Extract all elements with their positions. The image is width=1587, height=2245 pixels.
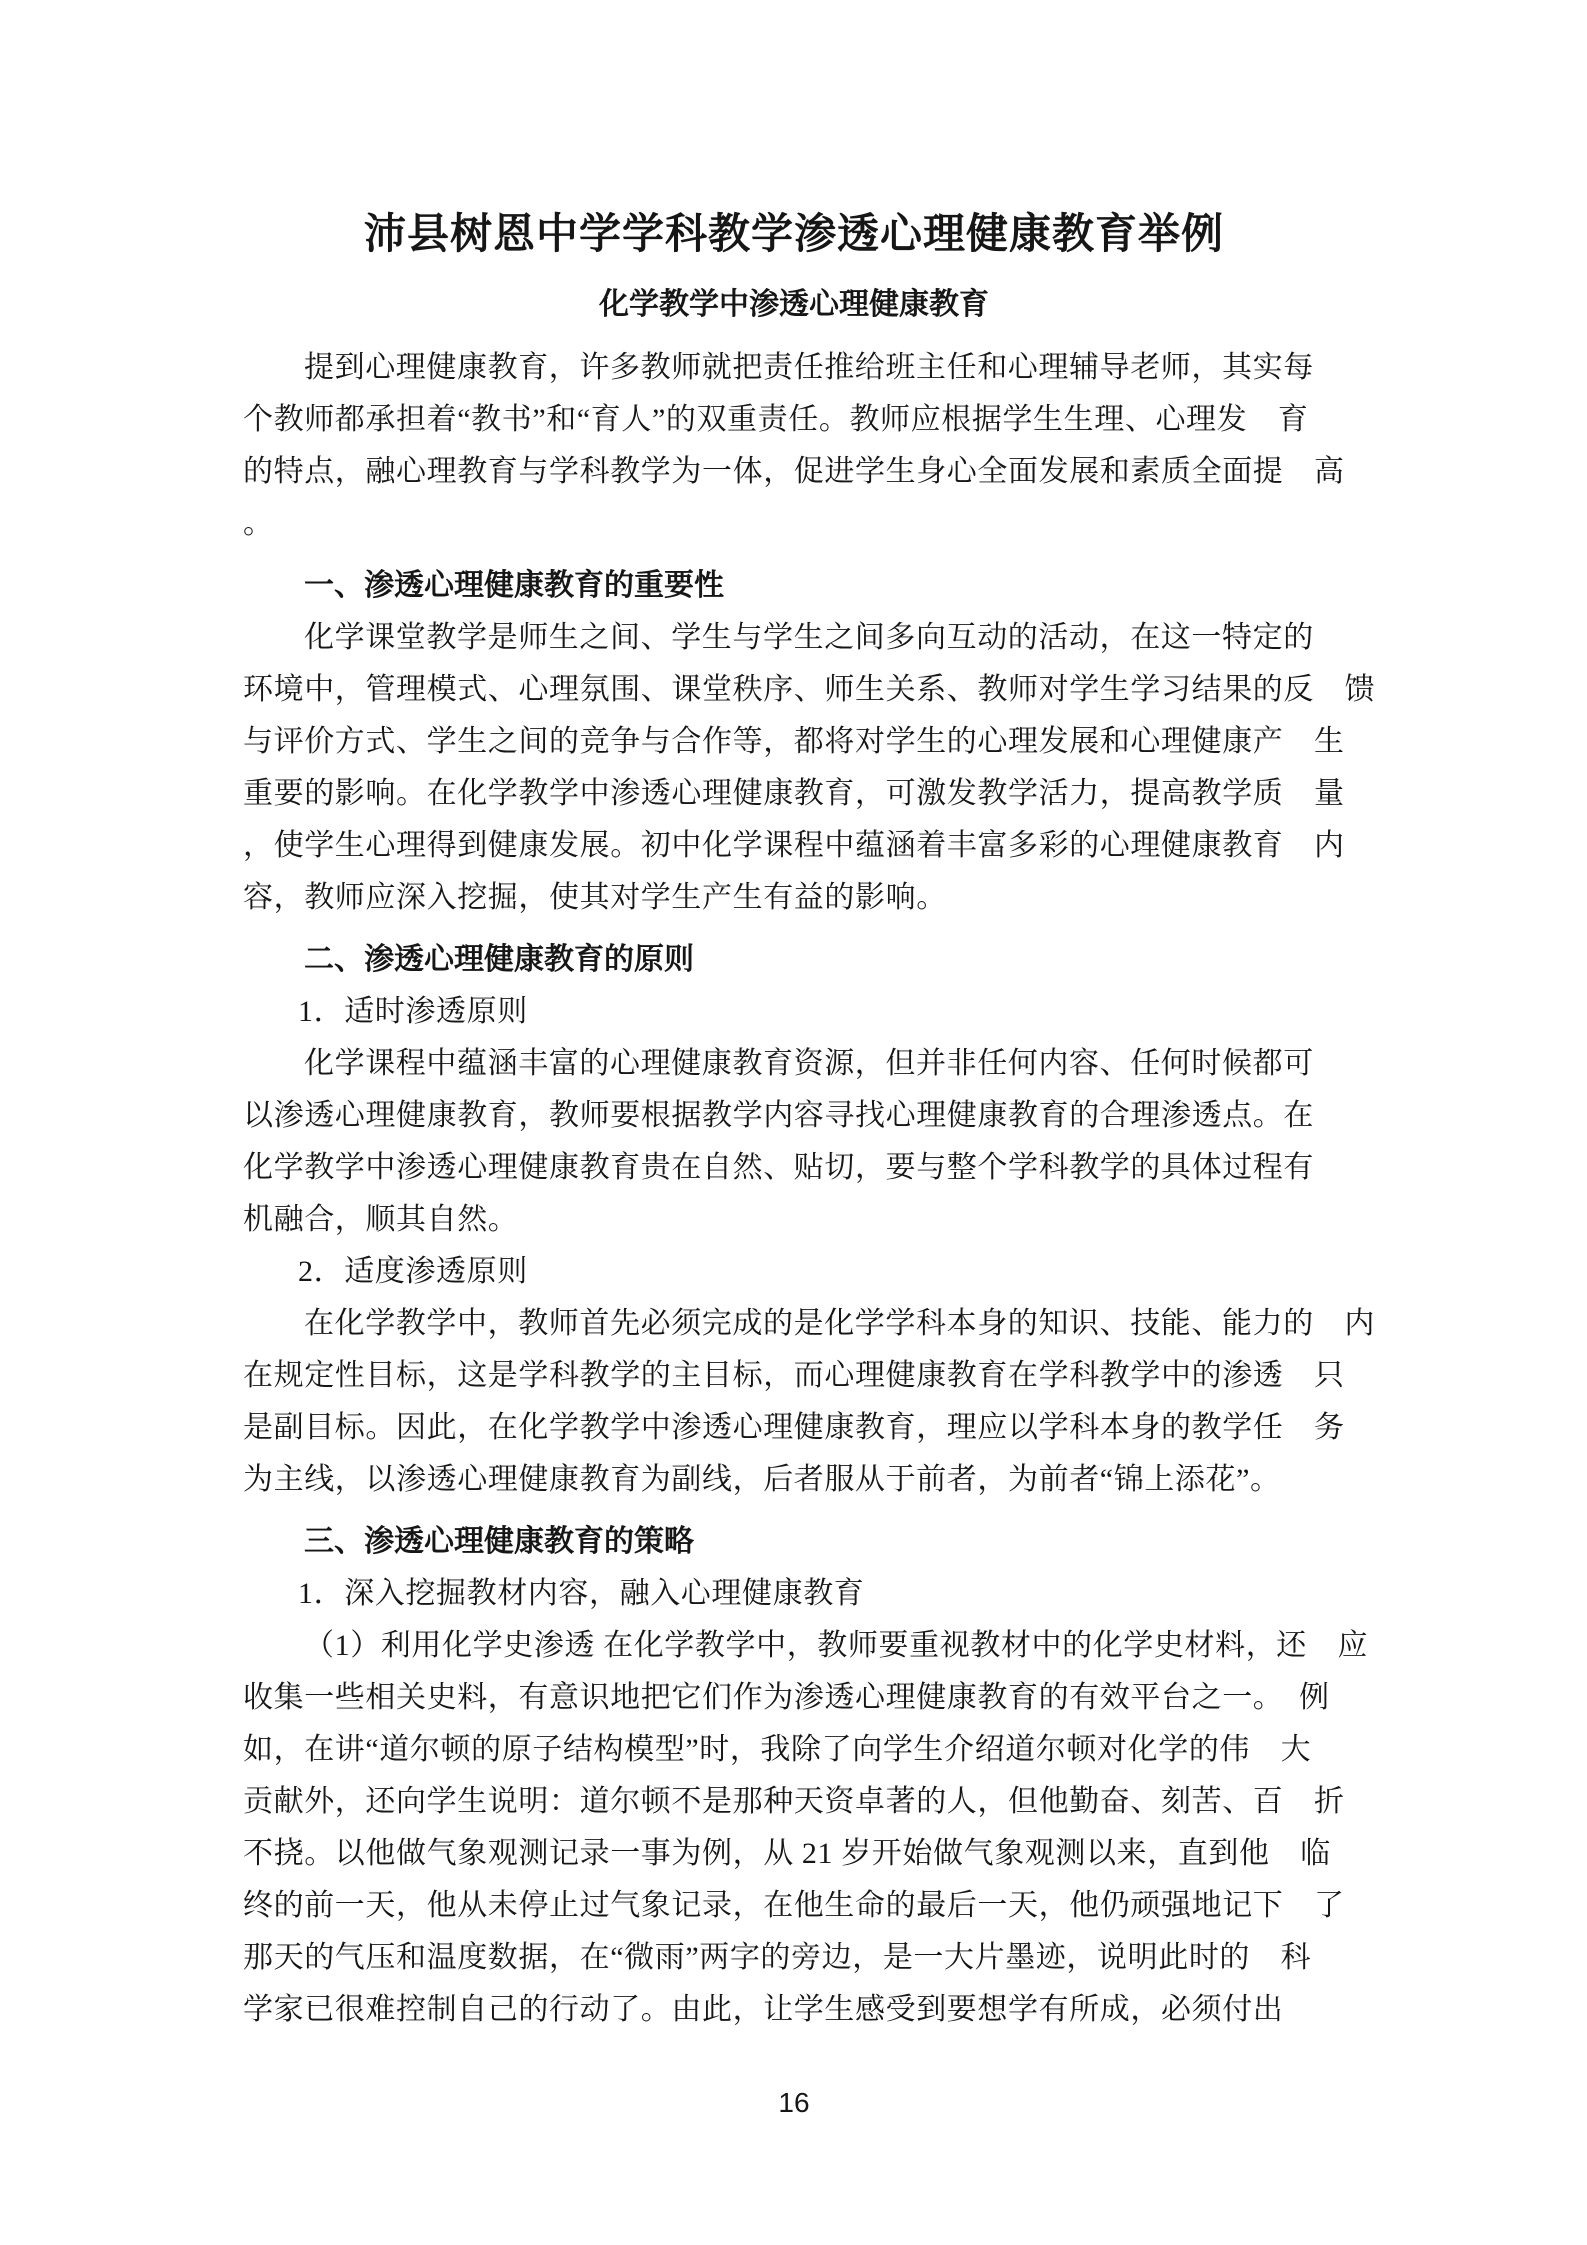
sub-heading: 1．适时渗透原则 <box>298 995 528 1028</box>
paragraph-line: 机融合，顺其自然。 <box>243 1203 519 1236</box>
paragraph-line: 那天的气压和温度数据，在“微雨”两字的旁边，是一大片墨迹，说明此时的 科 <box>243 1941 1312 1974</box>
paragraph <box>243 1038 1345 1246</box>
paragraph-line: 。 <box>243 507 274 540</box>
paragraph-line: 化学课程中蕴涵丰富的心理健康教育资源，但并非任何内容、任何时候都可 <box>304 1047 1314 1080</box>
paragraph <box>243 1298 1375 1506</box>
paragraph <box>243 612 1376 924</box>
document-body <box>243 342 1376 2036</box>
paragraph-line: 收集一些相关史料，有意识地把它们作为渗透心理健康教育的有效平台之一。 例 <box>243 1681 1330 1714</box>
paragraph-line: 是副目标。因此，在化学教学中渗透心理健康教育，理应以学科本身的教学任 务 <box>243 1411 1345 1444</box>
paragraph-line: 化学课堂教学是师生之间、学生与学生之间多向互动的活动，在这一特定的 <box>304 621 1314 654</box>
page-number: 16 <box>778 2087 810 2118</box>
paragraph-line: 贡献外，还向学生说明：道尔顿不是那种天资卓著的人，但他勤奋、刻苦、百 折 <box>243 1785 1345 1818</box>
document-subtitle: 化学教学中渗透心理健康教育 <box>599 288 989 321</box>
paragraph-line: 在化学教学中，教师首先必须完成的是化学学科本身的知识、技能、能力的 内 <box>304 1307 1375 1340</box>
paragraph-line: 学家已很难控制自己的行动了。由此，让学生感受到要想学有所成，必须付出 <box>243 1993 1284 2026</box>
paragraph <box>243 342 1345 550</box>
paragraph-line: 与评价方式、学生之间的竞争与合作等，都将对学生的心理发展和心理健康产 生 <box>243 725 1345 758</box>
section-heading: 一、渗透心理健康教育的重要性 <box>304 569 724 602</box>
paragraph-line: 环境中，管理模式、心理氛围、课堂秩序、师生关系、教师对学生学习结果的反 馈 <box>243 673 1376 706</box>
paragraph-line: ，使学生心理得到健康发展。初中化学课程中蕴涵着丰富多彩的心理健康教育 内 <box>243 829 1345 862</box>
paragraph-line: 为主线，以渗透心理健康教育为副线，后者服从于前者，为前者“锦上添花”。 <box>243 1463 1281 1496</box>
paragraph-line: 容，教师应深入挖掘，使其对学生产生有益的影响。 <box>243 881 947 914</box>
paragraph <box>243 1620 1369 2036</box>
paragraph-line: 重要的影响。在化学教学中渗透心理健康教育，可激发教学活力，提高教学质 量 <box>243 777 1345 810</box>
paragraph-line: 终的前一天，他从未停止过气象记录，在他生命的最后一天，他仍顽强地记下 了 <box>243 1889 1345 1922</box>
paragraph-line: 不挠。以他做气象观测记录一事为例，从 21 岁开始做气象观测以来，直到他 临 <box>243 1837 1331 1870</box>
paragraph-line: 个教师都承担着“教书”和“育人”的双重责任。教师应根据学生生理、心理发 育 <box>243 403 1309 436</box>
paragraph-line: 提到心理健康教育，许多教师就把责任推给班主任和心理辅导老师，其实每 <box>304 351 1314 384</box>
paragraph-line: 的特点，融心理教育与学科教学为一体，促进学生身心全面发展和素质全面提 高 <box>243 455 1345 488</box>
paragraph-line: 以渗透心理健康教育，教师要根据教学内容寻找心理健康教育的合理渗透点。在 <box>243 1099 1314 1132</box>
document-title: 沛县树恩中学学科教学渗透心理健康教育举例 <box>363 212 1224 258</box>
sub-heading: 2．适度渗透原则 <box>298 1255 528 1288</box>
sub-heading: 1．深入挖掘教材内容，融入心理健康教育 <box>298 1577 865 1610</box>
paragraph-line: 在规定性目标，这是学科教学的主目标，而心理健康教育在学科教学中的渗透 只 <box>243 1359 1345 1392</box>
paragraph-line: 化学教学中渗透心理健康教育贵在自然、贴切，要与整个学科教学的具体过程有 <box>243 1151 1314 1184</box>
paragraph-line: （1）利用化学史渗透 在化学教学中，教师要重视教材中的化学史材料，还 应 <box>304 1629 1369 1662</box>
section-heading: 三、渗透心理健康教育的策略 <box>304 1525 694 1558</box>
paragraph-line: 如，在讲“道尔顿的原子结构模型”时，我除了向学生介绍道尔顿对化学的伟 大 <box>243 1733 1312 1766</box>
section-heading: 二、渗透心理健康教育的原则 <box>304 943 694 976</box>
